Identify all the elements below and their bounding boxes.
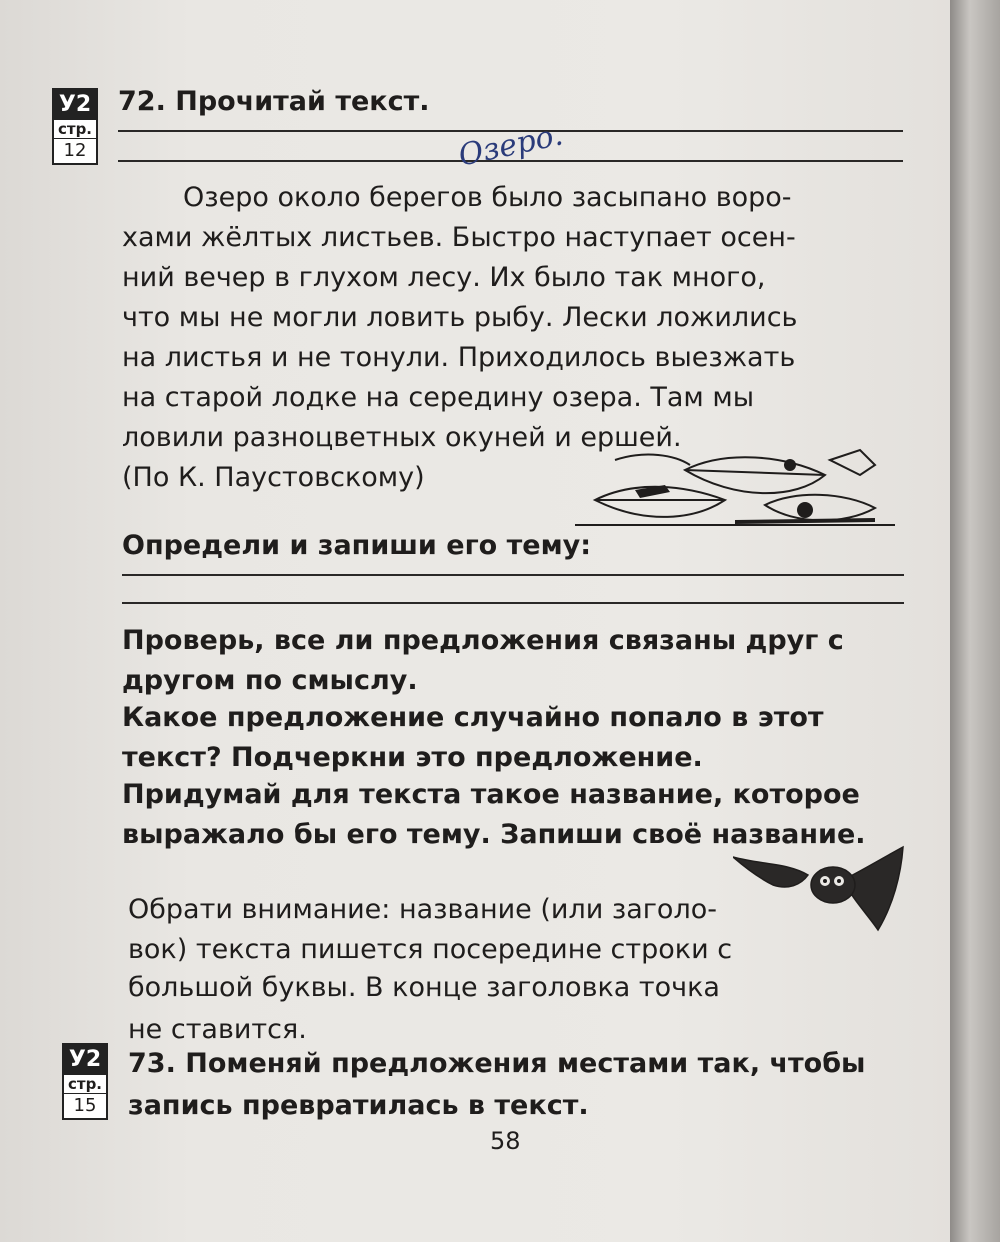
- instruction-line: Проверь, все ли предложения связаны друг с: [122, 625, 844, 656]
- story-line: что мы не могли ловить рыбу. Лески ложились: [122, 302, 798, 333]
- story-line: хами жёлтых листьев. Быстро наступает осен-: [122, 222, 796, 253]
- instruction-line: Какое предложение случайно попало в этот: [122, 702, 824, 733]
- badge-label: стр.: [57, 120, 93, 138]
- theme-task: Определи и запиши его тему:: [122, 530, 592, 561]
- leaves-icon: [575, 430, 905, 535]
- badge-page-number: 12: [54, 138, 96, 163]
- story-line: на листья и не тонули. Приходилось выезжать: [122, 342, 796, 373]
- exercise-72-badge: [52, 88, 98, 165]
- badge-page-number: 15: [64, 1093, 106, 1118]
- attribution: (По К. Паустовскому): [122, 462, 425, 493]
- exercise-73-line: 73. Поменяй предложения местами так, чтобы: [128, 1048, 866, 1079]
- instruction-line: другом по смыслу.: [122, 665, 418, 696]
- exercise-72-title: 72. Прочитай текст.: [118, 86, 430, 117]
- answer-line: [122, 602, 904, 604]
- page-number: 58: [490, 1127, 521, 1155]
- badge-code: У2: [54, 90, 96, 120]
- note-line: большой буквы. В конце заголовка точка: [128, 972, 720, 1003]
- note-line: вок) текста пишется посередине строки с: [128, 934, 733, 965]
- exercise-73-badge: [62, 1043, 108, 1120]
- handwritten-answer: Озеро.: [455, 117, 567, 174]
- note-line: не ставится.: [128, 1014, 307, 1045]
- note-line: Обрати внимание: название (или заголо-: [128, 894, 717, 925]
- story-line: ловили разноцветных окуней и ершей.: [122, 422, 682, 453]
- exercise-73-line: запись превратилась в текст.: [128, 1090, 589, 1121]
- instruction-line: выражало бы его тему. Запиши своё название.: [122, 819, 866, 850]
- story-line: Озеро около берегов было засыпано воро-: [183, 182, 792, 213]
- badge-label: стр.: [67, 1075, 103, 1093]
- answer-line: [122, 574, 904, 576]
- badge-code: У2: [64, 1045, 106, 1075]
- story-line: ний вечер в глухом лесу. Их было так много,: [122, 262, 766, 293]
- instruction-line: текст? Подчеркни это предложение.: [122, 742, 703, 773]
- story-line: на старой лодке на середину озера. Там мы: [122, 382, 755, 413]
- book-spine: [950, 0, 1000, 1242]
- instruction-line: Придумай для текста такое название, которое: [122, 779, 860, 810]
